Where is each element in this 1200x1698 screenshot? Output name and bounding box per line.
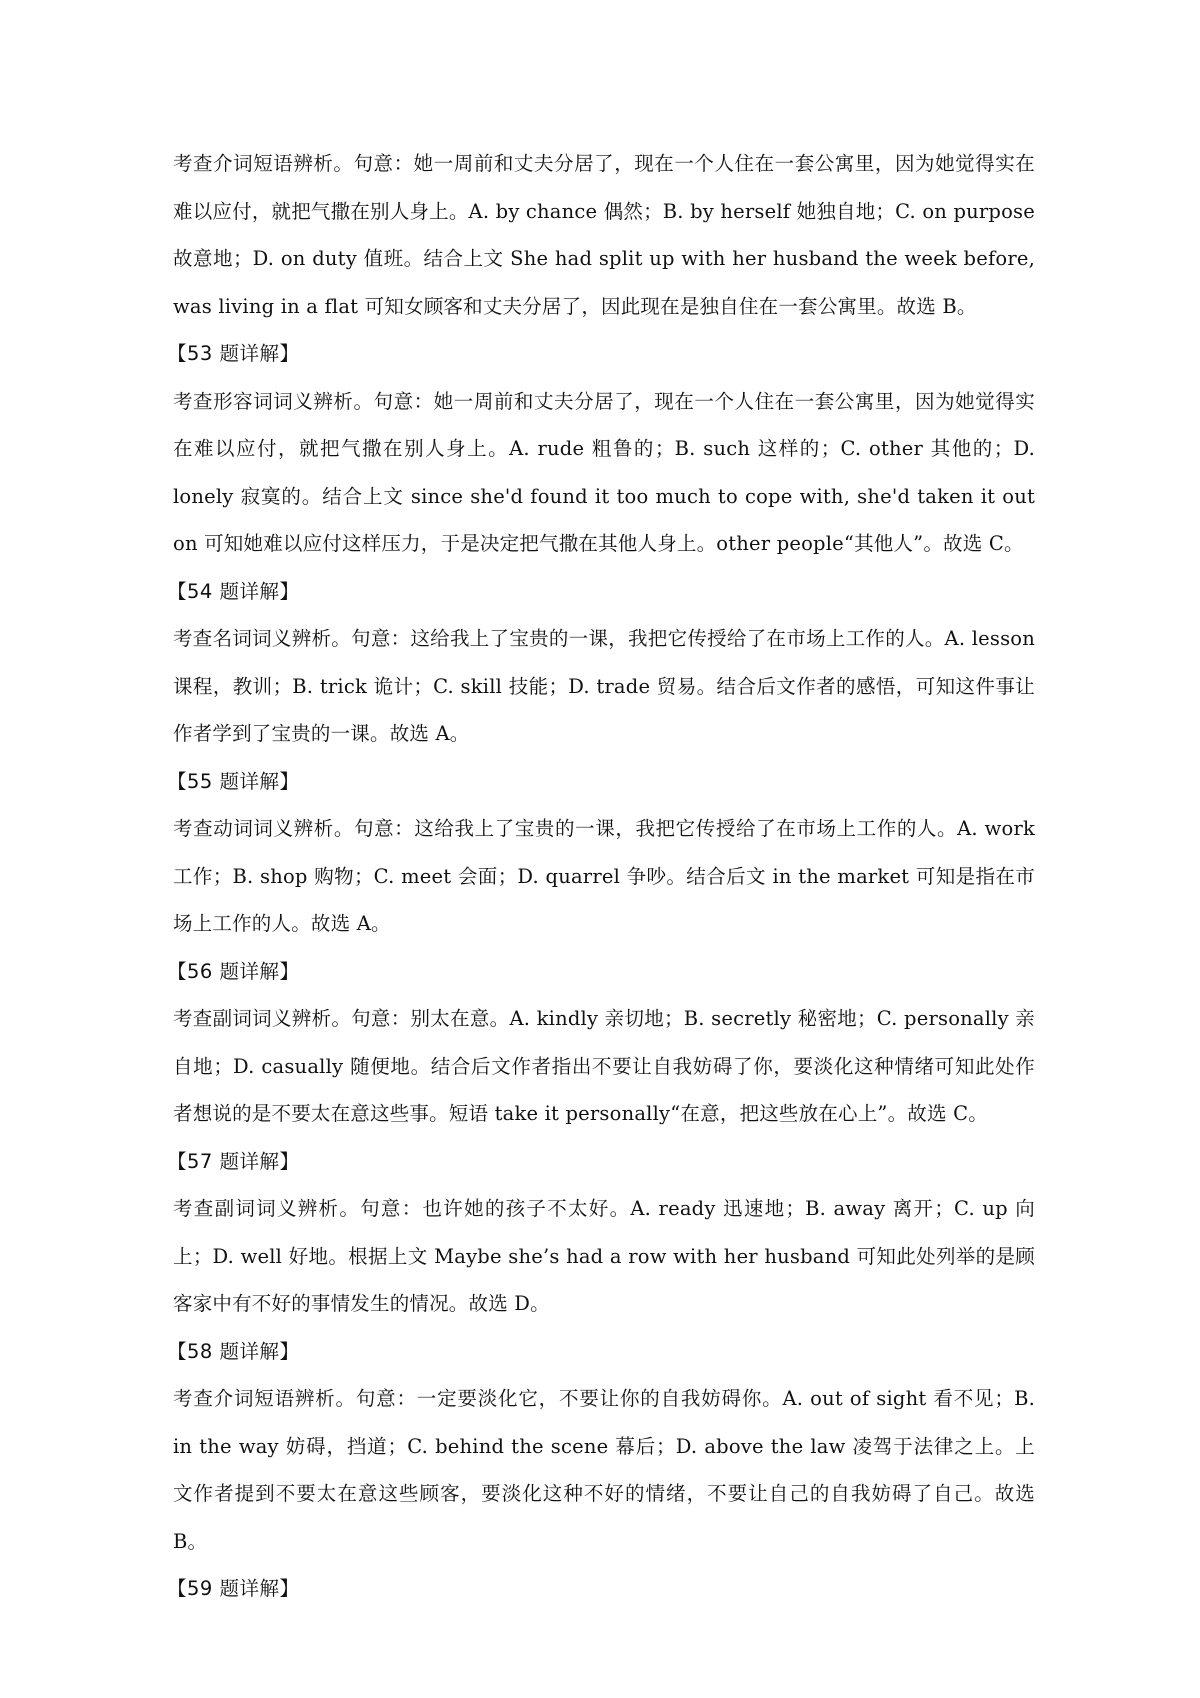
explanation-55: 考查动词词义辨析。句意：这给我上了宝贵的一课，我把它传授给了在市场上工作的人。A. work 工作；B. shop 购物；C. meet 会面；D. quarrel 争吵。结合后文 in the market 可知是指在市场上工作的人。故选 A。 — [173, 817, 1035, 935]
question-heading-56: 【56 题详解】 — [167, 959, 300, 983]
explanation-53: 考查形容词词义辨析。句意：她一周前和丈夫分居了，现在一个人住在一套公寓里，因为她觉得实在难以应付，就把气撒在别人身上。A. rude 粗鲁的；B. such 这样的；C. other 其他的；D. lonely 寂寞的。结合上文 since she'd found it too much to cope with, she'd taken it out on 可知她难以应付这样压力，于是决定把气撒在其他人身上。other people“其他人”。故选 C。 — [173, 389, 1035, 555]
explanation-57: 考查副词词义辨析。句意：也许她的孩子不太好。A. ready 迅速地；B. away 离开；C. up 向上；D. well 好地。根据上文 Maybe she’s had a row with her husband 可知此处列举的是顾客家中有不好的事情发生的情况。故选 D。 — [173, 1197, 1035, 1315]
question-heading-54: 【54 题详解】 — [167, 579, 300, 603]
explanation-58: 考查介词短语辨析。句意：一定要淡化它，不要让你的自我妨碍你。A. out of sight 看不见；B. in the way 妨碍，挡道；C. behind the scene 幕后；D. above the law 凌驾于法律之上。上文作者提到不要太在意这些顾客，要淡化这种不好的情绪，不要让自己的自我妨碍了自己。故选 B。 — [173, 1387, 1035, 1553]
question-heading-59: 【59 题详解】 — [167, 1577, 300, 1600]
document-page — [167, 140, 1035, 1613]
explanation-54: 考查名词词义辨析。句意：这给我上了宝贵的一课，我把它传授给了在市场上工作的人。A. lesson 课程，教训；B. trick 诡计；C. skill 技能；D. trade 贸易。结合后文作者的感悟，可知这件事让作者学到了宝贵的一课。故选 A。 — [173, 627, 1035, 745]
question-heading-53: 【53 题详解】 — [167, 342, 300, 365]
question-heading-55: 【55 题详解】 — [167, 769, 300, 793]
explanation-52: 考查介词短语辨析。句意：她一周前和丈夫分居了，现在一个人住在一套公寓里，因为她觉得实在难以应付，就把气撒在别人身上。A. by chance 偶然；B. by herself 她独自地；C. on purpose 故意地；D. on duty 值班。结合上文 She had split up with her husband the week before, was living in a flat 可知女顾客和丈夫分居了，因此现在是独自住在一套公寓里。故选 B。 — [173, 152, 1035, 318]
explanation-56: 考查副词词义辨析。句意：别太在意。A. kindly 亲切地；B. secretly 秘密地；C. personally 亲自地；D. casually 随便地。结合后文作者指出不要让自我妨碍了你，要淡化这种情绪可知此处作者想说的是不要太在意这些事。短语 take it personally“在意，把这些放在心上”。故选 C。 — [173, 1007, 1035, 1125]
question-heading-58: 【58 题详解】 — [167, 1339, 300, 1363]
question-heading-57: 【57 题详解】 — [167, 1149, 300, 1173]
